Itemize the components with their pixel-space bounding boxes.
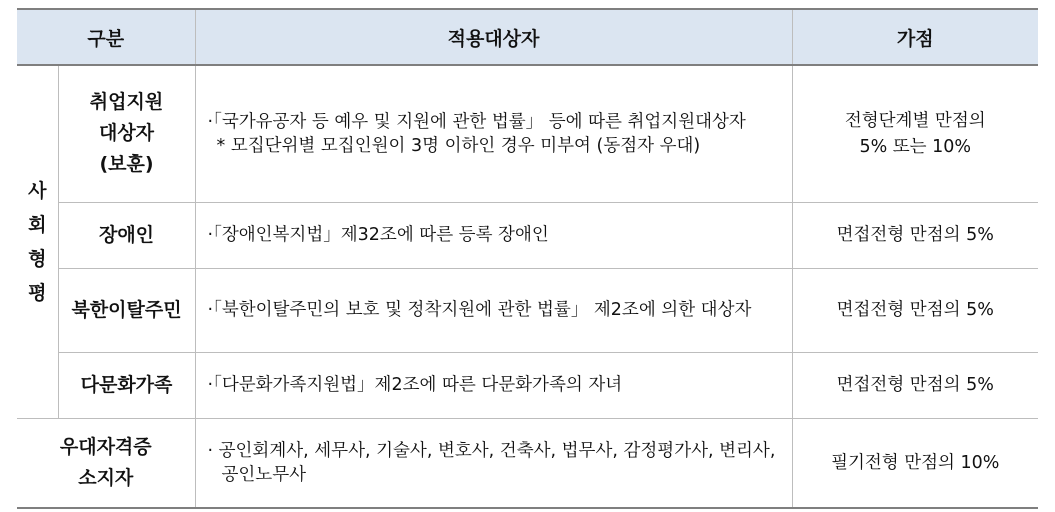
row-category: 다문화가족 bbox=[58, 352, 195, 418]
row-bonus: 면접전형 만점의 5% bbox=[792, 268, 1038, 352]
row-target-bullet: · 공인회계사, 세무사, 기술사, 변호사, 건축사, 법무사, 감정평가사, 변리사, 공인노무사 bbox=[207, 440, 776, 485]
bonus-points-table bbox=[17, 8, 1038, 509]
row-target-bullet: ·「장애인복지법」제32조에 따른 등록 장애인 bbox=[207, 225, 549, 245]
row-category bbox=[58, 65, 195, 202]
group-social-equity bbox=[17, 65, 58, 418]
table-header-row bbox=[17, 9, 1038, 65]
row-category-label: 우대자격증 소지자 bbox=[59, 435, 152, 489]
row-category bbox=[17, 418, 195, 508]
table-row bbox=[17, 202, 1038, 268]
row-target bbox=[195, 268, 792, 352]
row-bonus: 필기전형 만점의 10% bbox=[792, 418, 1038, 508]
row-target-bullet: ·「북한이탈주민의 보호 및 정착지원에 관한 법률」 제2조에 의한 대상자 bbox=[207, 300, 752, 320]
header-bonus: 가점 bbox=[792, 9, 1038, 65]
row-target bbox=[195, 65, 792, 202]
row-bonus: 면접전형 만점의 5% bbox=[792, 202, 1038, 268]
row-target bbox=[195, 418, 792, 508]
row-category-label: 취업지원 대상자 (보훈) bbox=[89, 91, 164, 176]
row-target-bullet: ·「다문화가족지원법」제2조에 따른 다문화가족의 자녀 bbox=[207, 375, 623, 395]
group-label: 사 회 형 평 bbox=[28, 179, 47, 304]
row-bonus bbox=[792, 65, 1038, 202]
row-target bbox=[195, 352, 792, 418]
row-bonus: 면접전형 만점의 5% bbox=[792, 352, 1038, 418]
row-category: 북한이탈주민 bbox=[58, 268, 195, 352]
table-row bbox=[17, 352, 1038, 418]
row-category: 장애인 bbox=[58, 202, 195, 268]
header-category: 구분 bbox=[17, 9, 195, 65]
row-bonus-label: 전형단계별 만점의 5% 또는 10% bbox=[844, 110, 986, 157]
table-row bbox=[17, 268, 1038, 352]
row-target-bullet: ·「국가유공자 등 예우 및 지원에 관한 법률」 등에 따른 취업지원대상자 bbox=[207, 111, 746, 132]
row-target bbox=[195, 202, 792, 268]
header-target: 적용대상자 bbox=[195, 9, 792, 65]
row-target-note: * 모집단위별 모집인원이 3명 이하인 경우 미부여 (동점자 우대) bbox=[216, 135, 701, 156]
table-row bbox=[17, 65, 1038, 202]
table-row bbox=[17, 418, 1038, 508]
